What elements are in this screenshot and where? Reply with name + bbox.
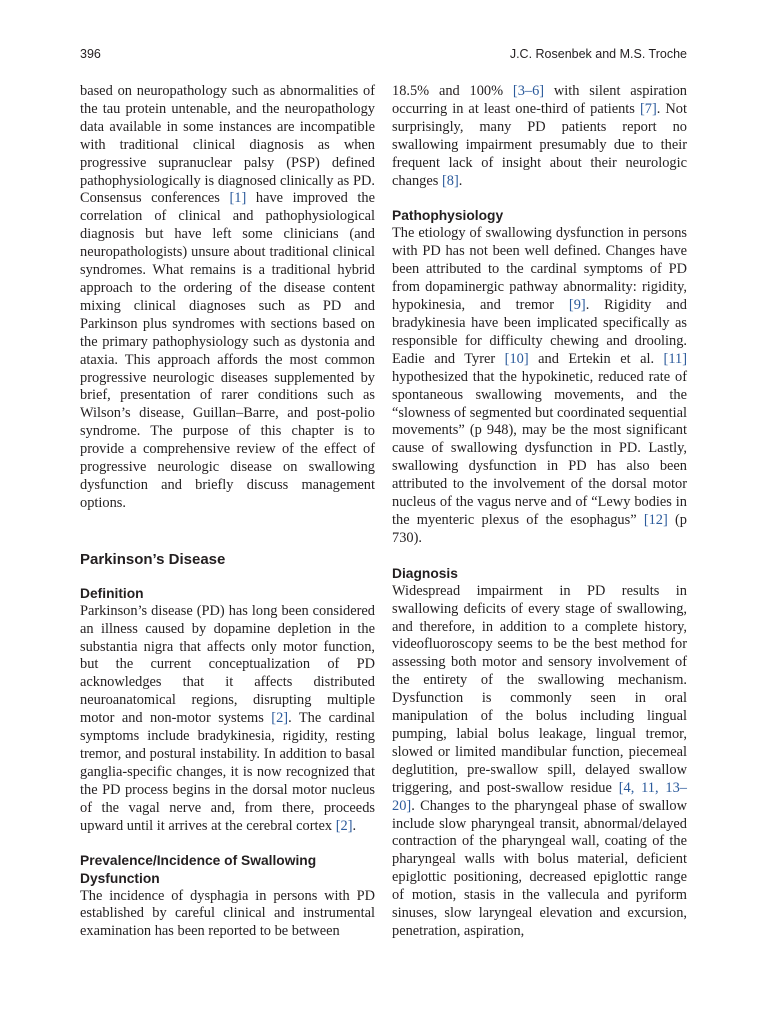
definition-paragraph: Parkinson’s disease (PD) has long been considered an illness caused by dopamine depletion in the substantia nigra that affects only motor function, but the current conceptualization of PD acknowledges that it affects distributed neuroanatomical regions, disrupting multiple motor and non-motor systems [2]. The cardinal symptoms include bradykinesia, rigidity, resting tremor, and postural instability. In addition to basal ganglia-specific changes, it is now recognized that the PD process begins in the dorsal motor nucleus of the vagal nerve and, from there, proceeds upward until it arrives at the cerebral cortex [2]. (80, 602, 376, 834)
diagnosis-paragraph: Widespread impairment in PD results in swallowing deficits of every stage of swallowing, and therefore, in addition to a complete history, videofluoroscopy seems to be the best method for assessing both motor and sensory involvement of the entirety of the swallowing mechanism. Dysfunction is commonly seen in oral manipulation of the bolus including lingual pumping, labial bolus leakage, lingual tremor, slowed or limited mandibular function, piecemeal deglutition, pre-swallow spill, delayed swallow triggering, and post-swallow residue [4, 11, 13–20]. Changes to the pharyngeal phase of swallow include slow pharyngeal transit, abnormal/delayed contraction of the pharyngeal wall, coating of the pharyngeal walls with bolus material, deficient epiglottic positioning, decreased epiglottic range of motion, stasis in the vallecula and pyriform sinuses, slow laryngeal elevation and excursion, penetration, aspiration, (392, 582, 687, 939)
citation-link[interactable]: [2] (335, 817, 353, 834)
citation-link[interactable]: [11] (663, 350, 687, 367)
definition-heading: Definition (80, 585, 144, 601)
citation-link[interactable]: [7] (639, 100, 657, 117)
citation-link[interactable]: [1] (229, 190, 247, 207)
left-column (80, 83, 375, 941)
citation-link[interactable]: [4, 11, 13–20] (392, 779, 687, 814)
prevalence-heading: Prevalence/Incidence of Swallowing Dysfunction (80, 852, 317, 886)
pathophysiology-paragraph: The etiology of swallowing dysfunction in persons with PD has not been well defined. Changes have been attributed to the cardinal symptoms of PD from dopaminergic pathway abnormality: rigidity, hypokinesia, and tremor [9]. Rigidity and bradykinesia have been implicated specifically as responsible for difficulty chewing and drooling. Eadie and Tyrer [10] and Ertekin et al. [11] hypothesized that the hypokinetic, reduced rate of spontaneous swallowing movements, and the “slowness of segmented but coordinated sequential movements” (p 948), may be the most significant cause of swallowing dysfunction in PD. Lastly, swallowing dysfunction in PD has also been attributed to the involvement of the dorsal motor nucleus of the vagus nerve and of “Lewy bodies in the myenteric plexus of the esophagus” [12] (p 730). (392, 225, 687, 546)
running-header (80, 47, 687, 67)
citation-link[interactable]: [8] (441, 172, 459, 189)
citation-link[interactable]: [9] (568, 297, 586, 314)
right-column (392, 83, 687, 941)
running-head-authors: J.C. Rosenbek and M.S. Troche (509, 47, 687, 61)
citation-link[interactable]: [3–6] (512, 83, 545, 99)
intro-paragraph: based on neuropathology such as abnormalities of the tau protein untenable, and the neuropathology data available in some instances are incompatible with traditional clinical diagnosis as when progressive supranuclear palsy (PSP) defined pathophysiologically is diagnosed clinically as PD. Consensus conferences [1] have improved the correlation of clinical and pathophysiological diagnosis but have left some clinicians (and neuropathologists) unsure about traditional clinical syndromes. What remains is a traditional hybrid approach to the ordering of the disease content mixing clinical diagnoses such as PD and Parkinson plus syndromes with sections based on the primary pathophysiology such as dystonia and ataxia. This approach affords the most common progressive neurologic diseases supplemented by brief, presentation of rarer conditions such as Wilson’s disease, Guillan–Barre, and post-polio syndrome. The purpose of this chapter is to provide a comprehensive review of the effect of progressive neurologic disease on swallowing dysfunction and briefly discuss management options. (80, 83, 375, 511)
prevalence-paragraph: The incidence of dysphagia in persons with PD established by careful clinical and instrumental examination has been reported to be between (80, 887, 375, 940)
page-number: 396 (80, 47, 101, 61)
citation-link[interactable]: [2] (271, 710, 289, 727)
pathophysiology-heading: Pathophysiology (392, 208, 504, 224)
diagnosis-heading: Diagnosis (392, 565, 458, 581)
citation-link[interactable]: [10] (504, 350, 529, 367)
citation-link[interactable]: [12] (643, 511, 668, 528)
prevalence-continued-paragraph: 18.5% and 100% [3–6] with silent aspiration occurring in at least one-third of patients [7]. Not surprisingly, many PD patients report no swallowing impairment presumably due to their frequent lack of insight about their neurologic changes [8]. (392, 83, 687, 189)
section-title: Parkinson’s Disease (80, 550, 226, 568)
